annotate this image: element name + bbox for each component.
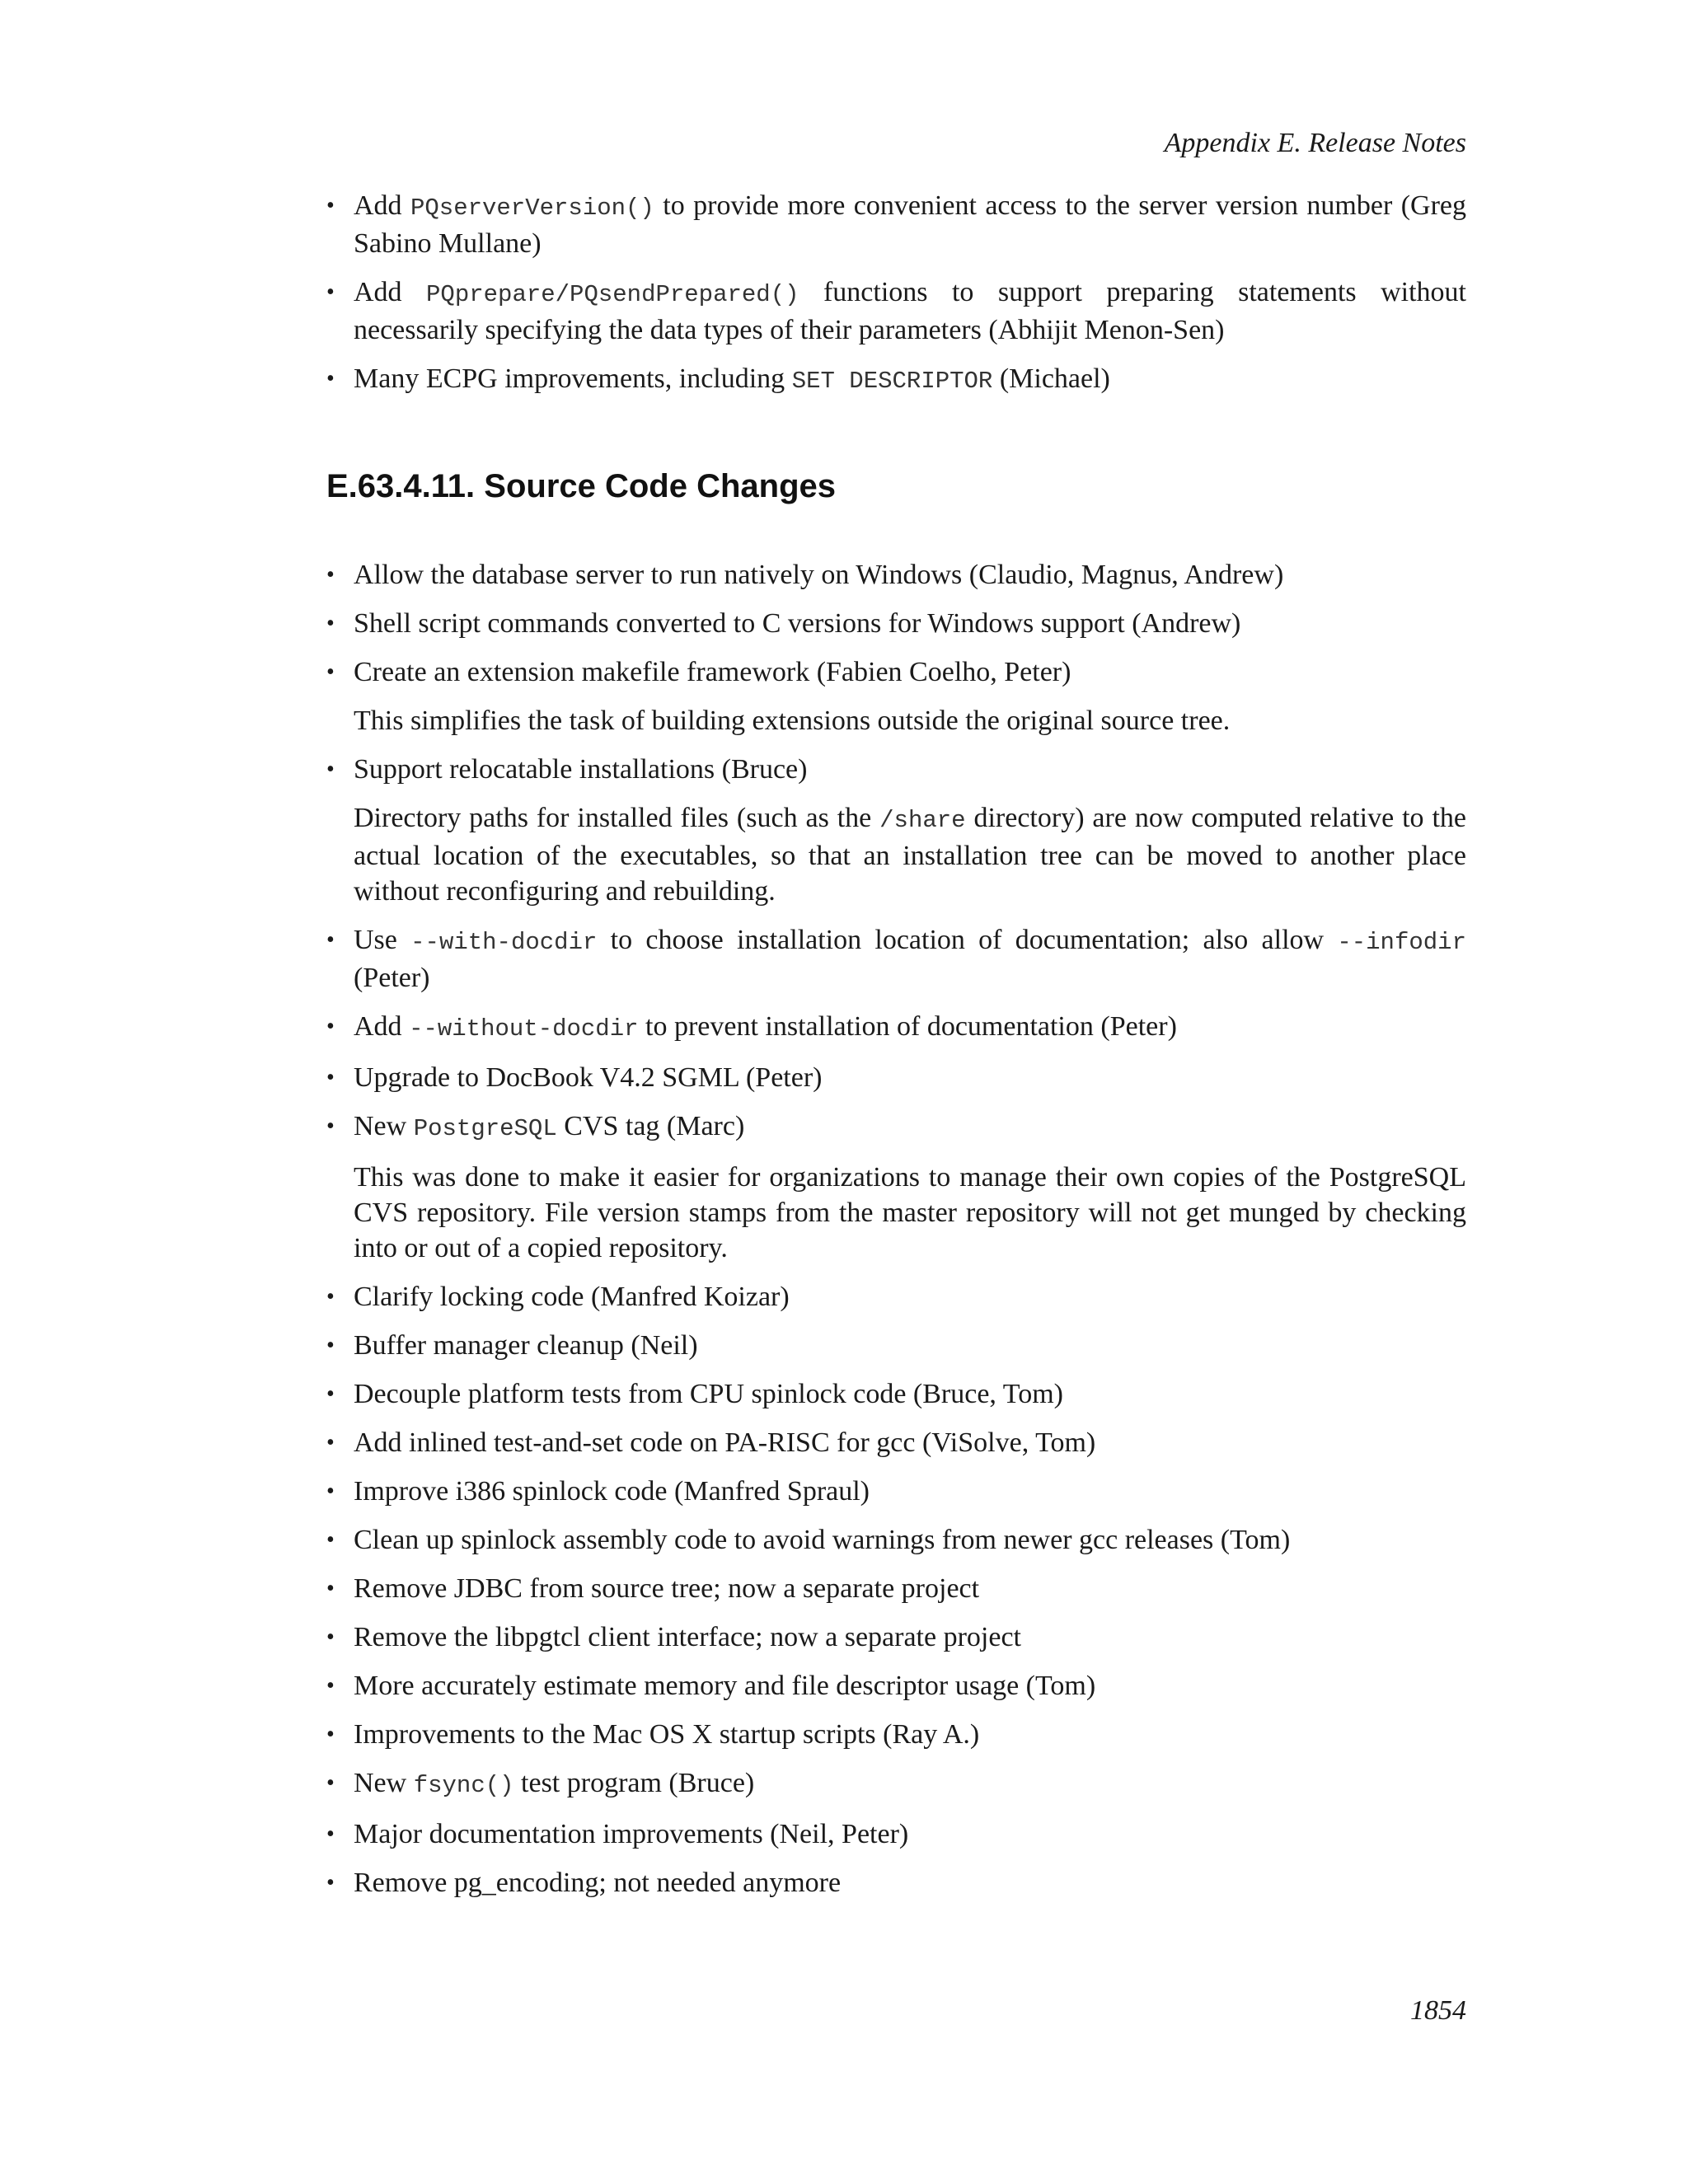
bullet-icon: • [326, 562, 335, 588]
bullet-icon: • [326, 1624, 335, 1650]
bullet-icon: • [326, 659, 335, 685]
bullet-icon: • [326, 1576, 335, 1601]
inline-code: PostgreSQL [413, 1115, 557, 1142]
bullet-icon: • [326, 1673, 335, 1699]
bullet-icon: • [326, 1381, 335, 1407]
list-item: • Add --without-docdir to prevent installation of documentation (Peter) [326, 1009, 1466, 1047]
list-item: • Shell script commands converted to C versions for Windows support (Andrew) [326, 606, 1466, 641]
list-item: • Buffer manager cleanup (Neil) [326, 1328, 1466, 1363]
list-item: • Add PQserverVersion() to provide more convenient access to the server version number (Greg Sabino Mullane) [326, 188, 1466, 261]
bullet-icon: • [326, 1014, 335, 1039]
bullet-icon: • [326, 1333, 335, 1358]
bullet-icon: • [326, 1113, 335, 1139]
inline-code: --with-docdir [410, 929, 598, 956]
bullet-icon: • [326, 366, 335, 391]
list-item: • Support relocatable installations (Bruce) Directory paths for installed files (such as the /share directory) are now computed relative to the actual location of the executables, so that an installation tree can be moved to another place without reconfiguring and rebuilding. [326, 752, 1466, 909]
item-note: Directory paths for installed files (such as the /share directory) are now computed relative to the actual location of the executables, so that an installation tree can be moved to another place without reconfiguring and rebuilding. [354, 803, 1466, 907]
list-item: • Improvements to the Mac OS X startup scripts (Ray A.) [326, 1717, 1466, 1752]
list-item: • Improve i386 spinlock code (Manfred Spraul) [326, 1474, 1466, 1509]
inline-code: --infodir [1337, 929, 1466, 956]
bullet-icon: • [326, 611, 335, 636]
list-item: • Remove the libpgtcl client interface; now a separate project [326, 1619, 1466, 1655]
inline-code: --without-docdir [409, 1015, 639, 1043]
list-item: • Allow the database server to run natively on Windows (Claudio, Magnus, Andrew) [326, 557, 1466, 593]
bullet-icon: • [326, 1870, 335, 1896]
inline-code: /share [879, 807, 966, 834]
list-item: • Create an extension makefile framework (Fabien Coelho, Peter) This simplifies the task of building extensions outside the original source tree. [326, 654, 1466, 738]
list-item: • Major documentation improvements (Neil, Peter) [326, 1816, 1466, 1852]
list-item: • New PostgreSQL CVS tag (Marc) This was done to make it easier for organizations to manage their own copies of the PostgreSQL CVS repository. File version stamps from the master repository will not get munged by checking into or out of a copied repository. [326, 1108, 1466, 1266]
list-item: • Remove pg_encoding; not needed anymore [326, 1865, 1466, 1900]
section-title: E.63.4.11. Source Code Changes [326, 468, 837, 504]
list-item: • More accurately estimate memory and file descriptor usage (Tom) [326, 1668, 1466, 1704]
inline-code: SET DESCRIPTOR [791, 368, 993, 395]
list-item: • Remove JDBC from source tree; now a separate project [326, 1571, 1466, 1606]
inline-code: PQprepare/PQsendPrepared() [426, 281, 799, 308]
bullet-icon: • [326, 927, 335, 953]
item-note: This simplifies the task of building extensions outside the original source tree. [354, 705, 1231, 736]
list-item: • Add PQprepare/PQsendPrepared() functions to support preparing statements without necessarily specifying the data types of their parameters (Abhijit Menon-Sen) [326, 274, 1466, 348]
list-item: • Clean up spinlock assembly code to avoid warnings from newer gcc releases (Tom) [326, 1522, 1466, 1558]
bullet-icon: • [326, 1770, 335, 1796]
list-item: • Upgrade to DocBook V4.2 SGML (Peter) [326, 1060, 1466, 1095]
bullet-icon: • [326, 193, 335, 218]
list-item: • Many ECPG improvements, including SET DESCRIPTOR (Michael) [326, 361, 1466, 399]
list-item: • New fsync() test program (Bruce) [326, 1765, 1466, 1803]
bullet-icon: • [326, 1065, 335, 1090]
bullet-icon: • [326, 1284, 335, 1310]
bullet-icon: • [326, 1479, 335, 1504]
bullet-icon: • [326, 757, 335, 782]
list-item: • Add inlined test-and-set code on PA-RISC for gcc (ViSolve, Tom) [326, 1425, 1466, 1460]
list-item: • Use --with-docdir to choose installation location of documentation; also allow --infodir (Peter) [326, 922, 1466, 996]
bullet-icon: • [326, 1722, 335, 1747]
top-item-list [326, 188, 1466, 412]
inline-code: PQserverVersion() [410, 194, 654, 222]
source-code-changes-list [326, 557, 1466, 1914]
item-note: This was done to make it easier for organizations to manage their own copies of the PostgreSQL CVS repository. File version stamps from the master repository will not get munged by checking into or out of a copied repository. [354, 1162, 1466, 1263]
bullet-icon: • [326, 1527, 335, 1553]
page-number: 1854 [1410, 1995, 1466, 2026]
list-item: • Clarify locking code (Manfred Koizar) [326, 1279, 1466, 1315]
inline-code: fsync() [413, 1772, 514, 1799]
bullet-icon: • [326, 1821, 335, 1847]
bullet-icon: • [326, 1430, 335, 1455]
list-item: • Decouple platform tests from CPU spinlock code (Bruce, Tom) [326, 1376, 1466, 1412]
bullet-icon: • [326, 279, 335, 305]
running-header: Appendix E. Release Notes [1164, 128, 1466, 158]
